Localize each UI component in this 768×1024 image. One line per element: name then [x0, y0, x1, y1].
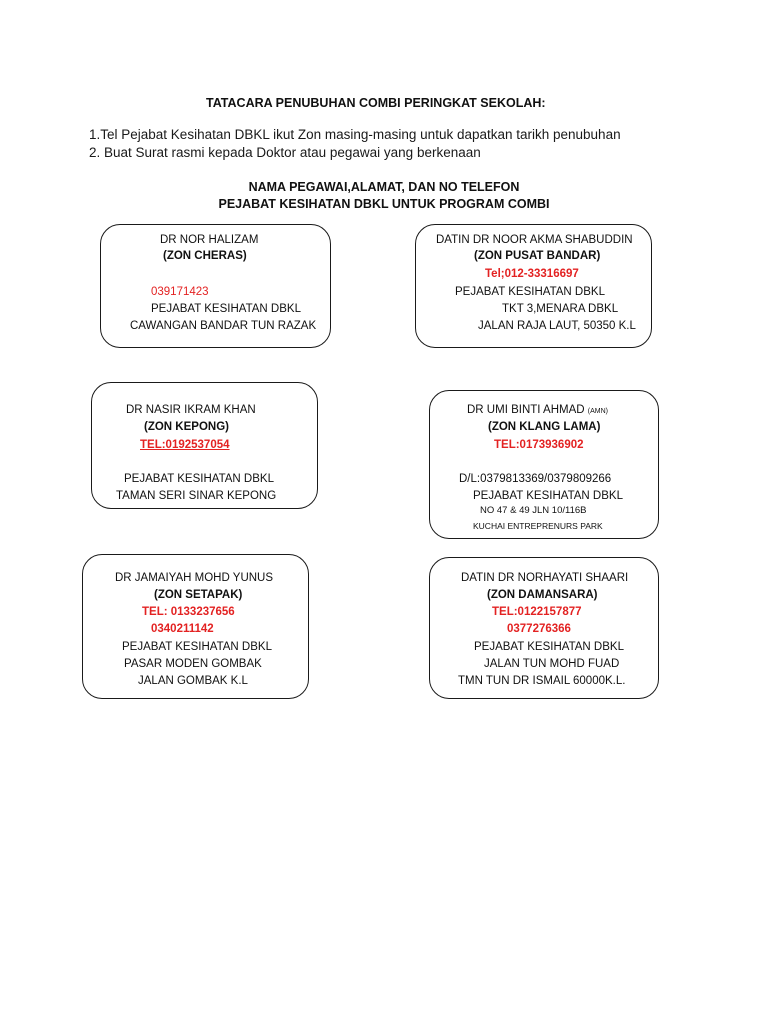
contact-tel: Tel;012-33316697: [485, 268, 579, 280]
contact-name: DR NOR HALIZAM: [160, 234, 259, 246]
contact-name: DR JAMAIYAH MOHD YUNUS: [115, 572, 274, 584]
contact-office: PEJABAT KESIHATAN DBKL: [122, 641, 272, 653]
subtitle-line-1: NAMA PEGAWAI,ALAMAT, DAN NO TELEFON: [248, 180, 520, 194]
contact-name: DATIN DR NOOR AKMA SHABUDDIN: [436, 234, 633, 246]
page-title: TATACARA PENUBUHAN COMBI PERINGKAT SEKOLAH:: [206, 96, 546, 110]
contact-tel-1: TEL: 0133237656: [142, 606, 235, 618]
contact-zone: (ZON PUSAT BANDAR): [474, 250, 601, 262]
contact-tel-2: 0377276366: [507, 623, 571, 635]
contact-address-2: TMN TUN DR ISMAIL 60000K.L.: [458, 675, 626, 687]
contact-tel-1: TEL:0122157877: [492, 606, 582, 618]
contact-tel: TEL:0173936902: [494, 439, 584, 451]
contact-address-1: NO 47 & 49 JLN 10/116B: [480, 505, 587, 516]
contact-office: PEJABAT KESIHATAN DBKL: [124, 473, 274, 485]
contact-zone: (ZON KLANG LAMA): [488, 421, 601, 433]
contact-address-2: JALAN RAJA LAUT, 50350 K.L: [478, 320, 636, 332]
contact-name-text: DR UMI BINTI AHMAD: [467, 404, 585, 416]
contact-address-1: JALAN TUN MOHD FUAD: [484, 658, 620, 670]
contact-office: PEJABAT KESIHATAN DBKL: [151, 303, 301, 315]
contact-zone: (ZON SETAPAK): [154, 589, 243, 601]
contact-name: DATIN DR NORHAYATI SHAARI: [461, 572, 629, 584]
contact-tel: TEL:0192537054: [140, 439, 230, 451]
contact-address-2: KUCHAI ENTREPRENURS PARK: [473, 521, 603, 531]
step-1: 1.Tel Pejabat Kesihatan DBKL ikut Zon masing-masing untuk dapatkan tarikh penubuhan: [89, 127, 621, 142]
contact-name: DR NASIR IKRAM KHAN: [126, 404, 256, 416]
subtitle-line-2: PEJABAT KESIHATAN DBKL UNTUK PROGRAM COMBI: [218, 197, 550, 211]
contact-address-1: TKT 3,MENARA DBKL: [502, 303, 619, 315]
contact-address-1: TAMAN SERI SINAR KEPONG: [116, 490, 277, 502]
contact-address-1: CAWANGAN BANDAR TUN RAZAK: [130, 320, 317, 332]
contact-office: PEJABAT KESIHATAN DBKL: [455, 286, 605, 298]
contact-zone: (ZON DAMANSARA): [487, 589, 598, 601]
step-2: 2. Buat Surat rasmi kepada Doktor atau pegawai yang berkenaan: [89, 145, 481, 160]
contact-direct-line: D/L:0379813369/0379809266: [459, 473, 612, 485]
contact-address-1: PASAR MODEN GOMBAK: [124, 658, 262, 670]
contact-zone: (ZON KEPONG): [144, 421, 229, 433]
contact-office: PEJABAT KESIHATAN DBKL: [473, 490, 623, 502]
contact-office: PEJABAT KESIHATAN DBKL: [474, 641, 624, 653]
contact-tel: 039171423: [151, 286, 209, 298]
contact-name-suffix: (AMN): [587, 408, 608, 415]
contact-tel-2: 0340211142: [151, 623, 214, 635]
contact-name: [467, 403, 608, 419]
contact-address-2: JALAN GOMBAK K.L: [138, 675, 248, 687]
contact-zone: (ZON CHERAS): [163, 250, 247, 262]
